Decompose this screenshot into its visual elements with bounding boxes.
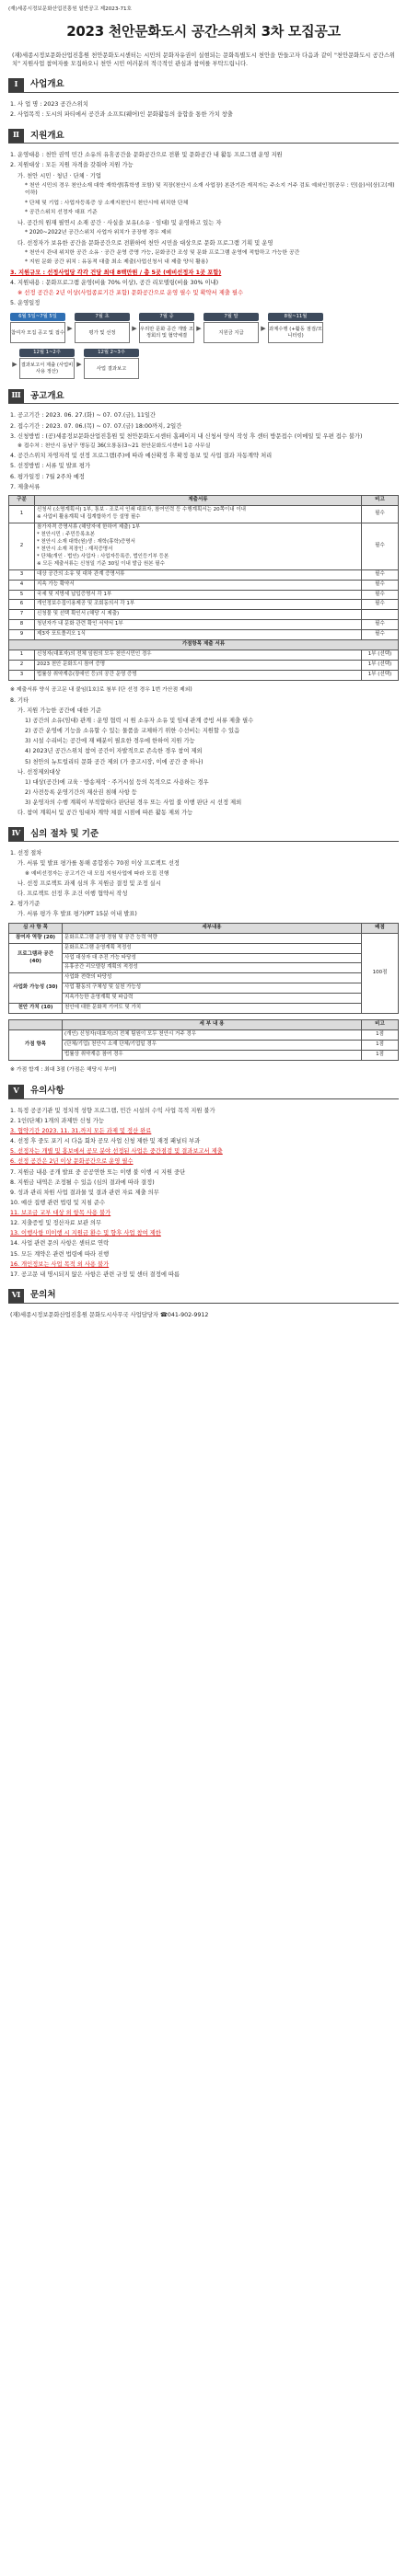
table-header: 제출서류 [35, 495, 362, 505]
section-title: 심의 절차 및 기준 [30, 828, 99, 839]
misc-line: 2) 사전등록 운영기간의 재산권 침해 사항 등 [25, 788, 137, 796]
support-line: 다. 선정자가 보유한 공간을 문화공간으로 전환하여 천안 시민을 대상으로 문화 프로그램 기획 및 운영 [17, 239, 273, 247]
flow-step-label: 참여자 모집 공고 및 접수 [10, 322, 65, 343]
misc-line: 1) 공간의 소유(임대) 관계 : 운영 협력 시 원 소유자 소유 및 임대 관계 증빙 서류 제출 필수 [25, 718, 254, 725]
notice-line: 1. 공고기간 : 2023. 06. 27.(화) ~ 07. 07.(금), 11일간 [10, 412, 157, 420]
section-title: 지원개요 [30, 130, 64, 141]
flow-step-date: 6월 5일~7월 5일 [10, 313, 65, 321]
eval-item: 사업 대상자 대 추진 가능 타당성 [63, 953, 362, 963]
row-number: 3 [9, 569, 35, 580]
row-desc: 법률상 취약계층(장애인 등)의 공간 운영 증빙 [35, 671, 362, 681]
notice-line: 2. 접수기간 : 2023. 07. 06.(목) ~ 07. 07.(금) 18:00까지, 2일간 [10, 422, 182, 430]
bonus-desc: (단체/기업) 천안시 소재 단체/기업일 경우 [63, 1041, 362, 1051]
arrow-right-icon: ▶ [132, 324, 137, 332]
review-line: 가. 서류 평가 후 발표 평가(PT 15분 이내 발표) [17, 911, 137, 918]
table-row [9, 610, 399, 620]
table-row [9, 523, 399, 569]
caution-line: 10. 예산 집행 관련 법령 및 지침 준수 [10, 1199, 106, 1206]
support-line: * 천안 시민의 경우 천안소재 대학 재학생(휴학생 포함) 및 직장(천안시 소재 사업장) 본관기관 재직자는 주소지 거주 검토 예외인정(공무 : 민(을)서(상)고(재)이하) [25, 182, 395, 197]
section-number: Ⅲ [8, 389, 24, 403]
row-note: 필수 [362, 523, 399, 569]
section-title: 사업개요 [30, 79, 64, 90]
misc-line: 나. 선정제외대상 [17, 768, 61, 776]
row-number: 7 [9, 610, 35, 620]
arrow-right-icon: ▶ [67, 324, 73, 332]
row-number: 2 [9, 661, 35, 671]
section-number: Ⅱ [8, 129, 24, 143]
flow-step-date: 12월 1~2주 [19, 349, 75, 357]
table-row [9, 1041, 399, 1051]
caution-line: 1. 특정 공공기관 및 정치적 성향 프로그램, 민간 시설의 수익 사업 목적 지원 불가 [10, 1107, 215, 1114]
eval-category: 참여자 역량 (20) [9, 933, 63, 943]
review-line: 1. 선정 절차 [10, 850, 42, 857]
row-number: 2 [9, 523, 35, 569]
intro-paragraph: (재)세종시정보문화산업진흥원 천안문화도시센터는 시민의 문화자유권이 실현되는 문화특별도시 천안을 만들고자 다음과 같이 "천안문화도시 공간스위치" 지원사업 참여자를 모집하오니 천안 시민 여러분의 적극적인 관심과 참여를 부탁드립니다. [12, 52, 395, 67]
row-number: 6 [9, 600, 35, 610]
misc-line: 가. 지원 가능한 공간에 대한 기준 [17, 707, 102, 714]
table-row [9, 630, 399, 640]
table-header: 배점 [362, 923, 399, 933]
eval-item: 천안에 대한 문화적 기여도 및 가치 [63, 1004, 362, 1014]
section-header-contact [8, 1288, 399, 1304]
table-row [9, 650, 399, 661]
caution-line: 3. 협약기간 2023. 11. 31.까지 모든 과제 및 정산 완료 [10, 1128, 152, 1135]
table-row [9, 590, 399, 600]
caution-line: 14. 사업 관련 문의 사항은 센터로 연락 [10, 1240, 110, 1248]
eval-item: 문화프로그램 운영 경험 및 공간 능력 역량 [63, 933, 362, 943]
row-note: 1부 (선택) [362, 650, 399, 661]
flow-step-date: 7월 말 [204, 313, 259, 321]
notice-line: 6. 평가일정 : 7월 2주차 예정 [10, 473, 85, 480]
evaluation-table [8, 923, 399, 1015]
notice-line: 5. 선정방법 : 서류 및 발표 평가 [10, 463, 91, 470]
row-number: 4 [9, 580, 35, 590]
bonus-points: 1점 [362, 1030, 399, 1041]
row-number: 3 [9, 671, 35, 681]
misc-line: 3) 운영자의 수행 계획이 부적합하다 판단된 경우 또는 사업 불 이행 판단 시 선정 제외 [25, 799, 242, 807]
support-line: 2. 지원대상 : 모든 지원 자격을 갖춰야 지원 가능 [10, 162, 134, 169]
flow-step-label: 우리만 문화 공간 개발 조정회의 및 협약체결 [139, 322, 194, 343]
table-row [9, 1030, 399, 1041]
flow-step-label: 사업 결과보고 [84, 358, 139, 379]
support-line: 가. 천안 시민 · 청년 · 단체 · 기업 [17, 172, 101, 179]
section-number: Ⅴ [8, 1085, 24, 1098]
row-desc: 2023 천안 문화도시 참여 증명 [35, 661, 362, 671]
row-desc: 청년자가 내 문화 관련 확인 서약서 1부 [35, 620, 362, 630]
misc-line: 2) 공간 운영에 기능을 소유할 수 있는 물품을 교체하기 위한 수선비는 지원할 수 있음 [25, 728, 240, 735]
flow-step-date: 12월 2~3주 [84, 349, 139, 357]
table-row [9, 973, 399, 983]
eval-item: 지속가능한 운영계획 및 파급력 [63, 994, 362, 1004]
caution-line: 2. 1인(단체) 1개의 과제만 신청 가능 [10, 1117, 104, 1124]
table-row [9, 963, 399, 973]
table-row [9, 620, 399, 630]
flow-row [10, 313, 397, 343]
row-number: 8 [9, 620, 35, 630]
flow-step-label: 지원금 지급 [204, 322, 259, 343]
misc-line: 5) 천안의 뉴트럴리티 문화 공간 제외 (가 중고시장, 이에 공간 중 하나) [25, 758, 204, 765]
arrow-right-icon: ▶ [76, 360, 82, 368]
documents-note: ※ 제출서류 양식 공고문 내 붙임(1호)로 첨부 (단 선정 경우 1번 가산점 제외) [10, 687, 192, 694]
row-note: 1부 (선택) [362, 671, 399, 681]
caution-line: 7. 지원금 내용 공개 발표 중 공공연한 또는 이행 불 이행 시 지원 중단 [10, 1168, 186, 1176]
support-line: * 천안시 관내 위치한 공간 소유 · 공간 운영 증명 가능, 문화공간 조성 및 문화 프로그램 운영에 적합하고 가능한 공간 [25, 249, 300, 256]
support-line: * 단체 및 기업 : 사업자등록증 상 소재지천안시 천안시에 위치한 단체 [25, 200, 189, 206]
misc-line: 다. 참여 계획서 및 공간 임대차 계약 체결 시점에 따른 활동 제외 가능 [17, 810, 193, 817]
table-header [9, 1020, 63, 1030]
table-row [9, 983, 399, 994]
overview-line: 2. 사업목적 : 도시의 파티에서 공간과 소프트(웨어)인 문화활동의 융합을 통한 가치 창출 [10, 111, 233, 119]
row-desc: 신청물 및 선택 확인서 (해당 시 제출) [35, 610, 362, 620]
table-row [9, 994, 399, 1004]
caution-line: 5. 선정자는 개별 및 홍보에서 공모 분야 선정된 사업은 중간점검 및 결과보고서 제출 [10, 1148, 223, 1156]
row-note: 필수 [362, 590, 399, 600]
table-row [9, 661, 399, 671]
bonus-desc: (개인) 신청자(대표자)의 전체 팀원이 모두 천안시 거주 경우 [63, 1030, 362, 1041]
row-number: 5 [9, 590, 35, 600]
section-header-cautions [8, 1084, 399, 1099]
support-line: 나. 공간의 원재 필연시 소재 공간 · 사실을 보유(소유 · 임대) 및 운영하고 있는 자 [17, 219, 222, 226]
table-row [9, 1004, 399, 1014]
table-row [9, 933, 399, 943]
table-row [9, 671, 399, 681]
row-desc: 개인정보수집이용제공 및 조회동의서 각 1부 [35, 600, 362, 610]
caution-line: 12. 지출증빙 및 정산자료 보관 의무 [10, 1220, 102, 1227]
caution-line: 13. 이행사항 미이행 시 지원금 환수 및 향후 사업 참여 제한 [10, 1230, 161, 1237]
section-title: 공고개요 [30, 390, 64, 401]
table-header: 세부내용 [63, 923, 362, 933]
row-note: 1부 (선택) [362, 661, 399, 671]
support-line: 5. 운영일정 [10, 300, 41, 307]
caution-line: 17. 공고문 내 명시되지 않은 사항은 관련 규정 및 센터 결정에 따름 [10, 1271, 180, 1278]
row-desc: 신청서 (소명계획서) 1부, 통보 · 조로서 인쇄 대표자, 참여인력 등 수행계획서는 20쪽이내 이내 ※ 사업비 활용계획 내 집계합하기 등 설명 필수 [35, 505, 362, 523]
table-row [9, 943, 399, 953]
caution-line: 15. 모든 계약은 관련 법령에 따라 진행 [10, 1250, 110, 1258]
flow-step-date: 7월 중 [139, 313, 194, 321]
overview-line: 1. 사 업 명 : 2023 공간스위치 [10, 101, 88, 109]
row-number: 9 [9, 630, 35, 640]
flow-step [268, 313, 323, 343]
row-desc: 제3자 포트폴리오 1식 [35, 630, 362, 640]
flow-step [204, 313, 259, 343]
row-desc: 대상 공간의 소유 및 대차 관계 증명서류 [35, 569, 362, 580]
notice-line: 4. 공간스위치 자영자격 및 선정 프로그램(주)에 따라 예산확정 후 확정 통보 및 사업 결과 자동계약 처리 [10, 453, 273, 460]
caution-line: 8. 지원금 내역은 조정될 수 있음 (심의 결과에 따라 결정) [10, 1179, 155, 1186]
table-header: 비고 [362, 1020, 399, 1030]
row-note: 필수 [362, 620, 399, 630]
section-number: Ⅳ [8, 827, 24, 841]
section-header-review [8, 826, 399, 842]
eval-total: 100점 [362, 933, 399, 1014]
document-number: (재)세종시정보문화산업진흥원 일반공고 제2023-71호 [8, 6, 132, 12]
row-note: 필수 [362, 600, 399, 610]
row-desc: 국세 및 지방세 납입증명서 각 1부 [35, 590, 362, 600]
section-number: Ⅰ [8, 78, 24, 92]
bonus-docs-header: 가점항목 제출 서류 [9, 640, 399, 650]
review-line: ※ 예비선정자는 공고기간 내 모집 지원사업에 따라 모집 진행 [25, 870, 169, 877]
support-line: 1. 운영대용 : 천안 권역 민간 소유의 유휴공간을 문화공간으로 전환 및 문화공간 내 활동 프로그램 운영 지원 [10, 152, 283, 159]
row-note [362, 610, 399, 620]
caution-line: 11. 보조금 교부 대상 외 항목 사용 불가 [10, 1210, 111, 1217]
notice-line: 7. 제출서류 [10, 483, 41, 490]
notice-line: ※ 접수처 : 천안시 동남구 명동길 36(오룡동)3~21 천안문화도시센터 1층 사무실 [17, 443, 211, 449]
support-line: 4. 지원내용 : 문화프로그램 운영(비율 70% 이상), 공간 리모델링(비율 30% 이내) [10, 280, 219, 287]
eval-item: 유휴공간 리모델링 계획의 적정성 [63, 963, 362, 973]
bonus-note: ※ 가점 합계 : 최대 3점 (가점은 해당시 부여) [10, 1067, 117, 1074]
flow-step-date: 8월~11월 [268, 313, 323, 321]
table-header: 비고 [362, 495, 399, 505]
arrow-right-icon: ▶ [12, 360, 17, 368]
table-header: 구분 [9, 495, 35, 505]
eval-item: 문화프로그램 운영계획 적정성 [63, 943, 362, 953]
flow-step [19, 349, 75, 379]
bonus-points: 1점 [362, 1051, 399, 1061]
caution-line: 16. 개인정보는 사업 목적 외 사용 불가 [10, 1260, 110, 1268]
notice-title: 2023 천안문화도시 공간스위치 3차 모집공고 [66, 23, 341, 40]
section-title: 유의사항 [30, 1086, 64, 1096]
table-row [9, 953, 399, 963]
misc-line: 1) 대상(공간)에 교육 · 방송제작 · 주거시설 등의 목적으로 사용하는 경우 [25, 778, 209, 786]
table-row [9, 580, 399, 590]
row-note: 필수 [362, 630, 399, 640]
table-header: 세 부 내 용 [63, 1020, 362, 1030]
review-line: 2. 평가기준 [10, 901, 41, 908]
flow-row [10, 349, 397, 379]
eval-category: 사업화 가능성 (30) [9, 973, 63, 1004]
support-line: * 지원 문화 공간 위치 : 유동적 대출 최소 제출(사업신청서 내 제출 양식 활용) [25, 259, 208, 266]
flow-step [84, 349, 139, 379]
section-header-notice [8, 388, 399, 404]
support-scale-line: 3. 지원규모 : 선정사업당 각각 건당 최대 8백만원 / 총 5곳 (예비선정자 1곳 포함) [10, 269, 222, 276]
flow-step [139, 313, 194, 343]
required-documents-table [8, 495, 399, 681]
bonus-points-table [8, 1019, 399, 1061]
table-row [9, 600, 399, 610]
table-row [9, 505, 399, 523]
caution-line: 6. 선정 공간은 2년 이상 문화공간으로 운영 필수 [10, 1158, 134, 1166]
eval-item: 사업 활동의 구체성 및 실천 가능성 [63, 983, 362, 994]
row-desc: 신청자(대표자)의 전체 임원의 모두 천안시민인 경우 [35, 650, 362, 661]
section-header-overview [8, 77, 399, 93]
eval-category: 프로그램과 공간 (40) [9, 943, 63, 973]
contact-info: (재)세종시정보문화산업진흥원 문화도시사무국 사업담당자 ☎041-902-9912 [10, 1311, 209, 1318]
row-note: 필수 [362, 505, 399, 523]
flow-step-label: 과제수행 (+활동 점검/모니터링) [268, 322, 323, 343]
review-line: 다. 프로젝트 선정 후 조건 이행 협약서 작성 [17, 891, 128, 898]
row-desc: 참가자격 증명서류 (해당자에 한하여 제출) 1부 * 천안시민 : 주민등록초본 * 천안시 소재 대학(원)생 : 재학(휴학)증명서 * 천안시 소재 직장인 : 재직증명서 * 단체(개인 · 법인) 사업자 : 사업자등록증, 법인등기부 등본 ※ 모든 제출서류는 신청일 기준 30일 이내 발급 원본 필수 [35, 523, 362, 569]
row-note: 필수 [362, 580, 399, 590]
eval-category: 천안 가치 (10) [9, 1004, 63, 1014]
misc-line: 3) 시설 수리비는 공간에 재 배분이 필요한 경우에 한하여 지원 가능 [25, 738, 195, 745]
eval-item: 사업화 전략의 타당성 [63, 973, 362, 983]
table-row [9, 1051, 399, 1061]
table-header: 심 사 항 목 [9, 923, 63, 933]
support-line: * 2020~2022년 공간스위치 사업자 위치가 공장형 경우 제외 [25, 230, 172, 236]
row-number: 1 [9, 505, 35, 523]
flow-step-date: 7월 초 [75, 313, 130, 321]
review-line: 가. 서류 및 발표 평가를 통해 종합점수 70점 이상 프로젝트 선정 [17, 860, 180, 868]
flow-step-label: 결과보고서 제출 (사업비 사용 정산) [19, 358, 75, 379]
misc-line: 4) 2023년 공간스위치 참여 공간이 자발적으로 존속한 경우 참여 제외 [25, 748, 203, 755]
arrow-right-icon: ▶ [196, 324, 202, 332]
bonus-category: 가점 항목 [9, 1030, 63, 1061]
support-line: * 공간스위치 선정자 대표 기준 [25, 210, 98, 216]
row-number: 1 [9, 650, 35, 661]
caution-line: 9. 성과 관리 차원 사업 결과물 및 결과 관련 자료 제출 의무 [10, 1189, 159, 1196]
misc-line: 8. 기타 [10, 696, 29, 704]
arrow-right-icon: ▶ [261, 324, 266, 332]
row-desc: 지속 가능 확약서 [35, 580, 362, 590]
flow-step [75, 313, 130, 343]
flow-step [10, 313, 65, 343]
support-warning-line: ※ 선정 공간은 2년 이상(사업종료기간 포함) 문화공간으로 운영 필수 및 확약서 제출 필수 [17, 290, 244, 297]
section-number: Ⅵ [8, 1289, 24, 1303]
section-title: 문의처 [30, 1290, 56, 1301]
bonus-desc: 법률상 취약계층 참여 경우 [63, 1051, 362, 1061]
flow-step-label: 평가 및 선정 [75, 322, 130, 343]
section-header-support [8, 128, 399, 144]
table-row [9, 569, 399, 580]
caution-line: 4. 선정 후 중도 포기 시 다음 회차 공모 사업 신청 제한 및 재정 패널티 부과 [10, 1138, 201, 1145]
notice-line: 3. 신청방법 : (공)세종정보문화산업진흥원 및 천안문화도시센터 홈페이지 내 신청서 양식 작성 후 센터 방문접수 (이메일 및 우편 접수 불가) [10, 432, 363, 440]
review-line: 나. 선정 프로젝트 과제 심의 후 지원금 결정 및 조정 실시 [17, 880, 161, 888]
bonus-points: 1점 [362, 1041, 399, 1051]
schedule-flow [10, 313, 397, 379]
row-note: 필수 [362, 569, 399, 580]
